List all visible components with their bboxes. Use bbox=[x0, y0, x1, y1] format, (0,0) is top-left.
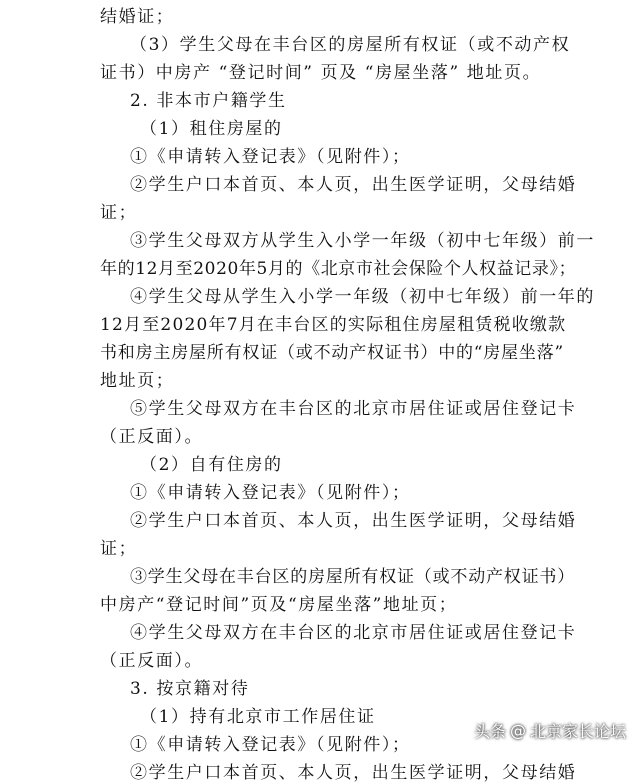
doc-line: 结婚证； bbox=[100, 7, 175, 27]
doc-line: 证书）中房产 “登记时间” 页及 “房屋坐落” 地址页。 bbox=[100, 63, 542, 83]
watermark bbox=[474, 719, 626, 742]
doc-line: ①《申请转入登记表》（见附件）； bbox=[130, 735, 411, 755]
doc-line: ④学生父母从学生入小学一年级（初中七年级）前一年的 bbox=[130, 287, 595, 307]
doc-line: ⑤学生父母双方在丰台区的北京市居住证或居住登记卡 bbox=[130, 399, 577, 419]
doc-line: ②学生户口本首页、本人页，出生医学证明，父母结婚 bbox=[130, 763, 577, 783]
doc-line: 证； bbox=[100, 203, 138, 223]
doc-line: 2. 非本市户籍学生 bbox=[130, 91, 287, 111]
watermark-account: 北京家长论坛 bbox=[529, 722, 626, 741]
doc-line: ④学生父母双方在丰台区的北京市居住证或居住登记卡 bbox=[130, 623, 577, 643]
doc-line: （3）学生父母在丰台区的房屋所有权证（或不动产权 bbox=[130, 35, 571, 55]
doc-line: （1）持有北京市工作居住证 bbox=[140, 707, 376, 727]
doc-line: 年的12月至2020年5月的《北京市社会保险个人权益记录》； bbox=[100, 259, 577, 279]
doc-line: 证； bbox=[100, 539, 138, 559]
doc-line: ③学生父母在丰台区的房屋所有权证（或不动产权证书） bbox=[130, 567, 575, 587]
watermark-platform: 头条 bbox=[473, 722, 506, 741]
doc-line: （2）自有住房的 bbox=[140, 455, 283, 475]
doc-line: （正反面）。 bbox=[100, 651, 204, 671]
doc-line: ②学生户口本首页、本人页，出生医学证明，父母结婚 bbox=[130, 175, 577, 195]
doc-line: ①《申请转入登记表》（见附件）； bbox=[130, 147, 411, 167]
doc-line: （1）租住房屋的 bbox=[140, 119, 283, 139]
doc-line: 中房产“登记时间”页及“房屋坐落”地址页； bbox=[100, 595, 458, 615]
doc-line: （正反面）。 bbox=[100, 427, 204, 447]
doc-line: ①《申请转入登记表》（见附件）； bbox=[130, 483, 411, 503]
doc-line: ②学生户口本首页、本人页，出生医学证明，父母结婚 bbox=[130, 511, 577, 531]
at-icon: @ bbox=[509, 721, 526, 740]
doc-line: ③学生父母双方从学生入小学一年级（初中七年级）前一 bbox=[130, 231, 595, 251]
doc-line: 书和房主房屋所有权证（或不动产权证书）中的“房屋坐落” bbox=[100, 343, 564, 363]
doc-line: 3. 按京籍对待 bbox=[130, 679, 250, 699]
doc-line: 12月至2020年7月在丰台区的实际租住房屋租赁税收缴款 bbox=[100, 315, 567, 335]
doc-line: 地址页； bbox=[100, 371, 175, 391]
